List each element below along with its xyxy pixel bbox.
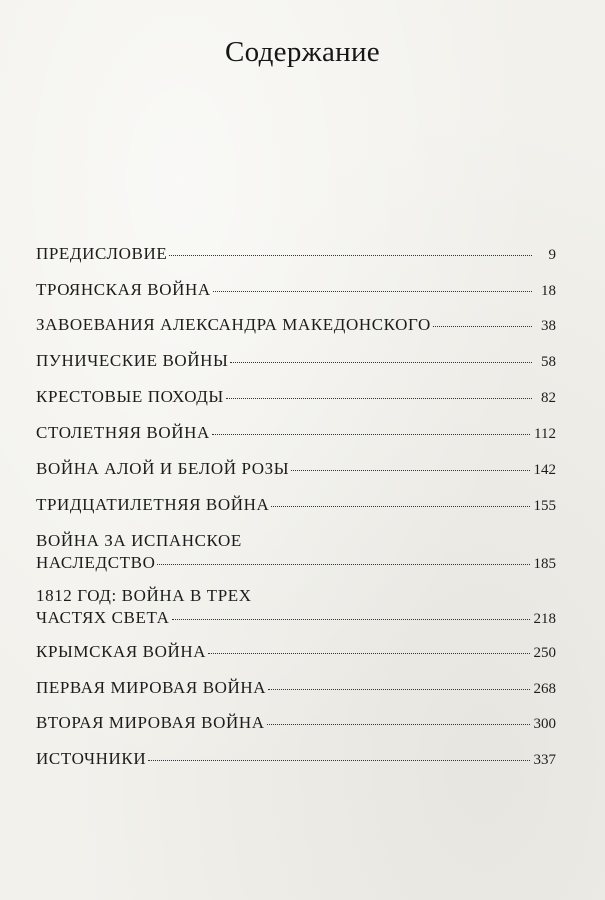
toc-page-number: 58 xyxy=(541,354,556,370)
toc-page-number: 337 xyxy=(533,752,556,768)
toc-entry xyxy=(36,243,556,265)
toc-entry xyxy=(36,350,556,372)
dot-leader xyxy=(212,433,530,435)
toc-entry-row xyxy=(36,314,556,336)
dot-leader xyxy=(433,325,532,327)
dot-leader xyxy=(267,723,530,725)
toc-entry-title: СТОЛЕТНЯЯ ВОЙНА xyxy=(36,423,210,442)
toc-entry xyxy=(36,585,556,629)
dot-leader xyxy=(291,469,529,471)
toc-entry xyxy=(36,458,556,480)
toc-page-number: 185 xyxy=(533,556,556,572)
toc-page-number: 250 xyxy=(533,645,556,661)
toc-entry xyxy=(36,641,556,663)
toc-entry-title: ПЕРВАЯ МИРОВАЯ ВОЙНА xyxy=(36,678,267,697)
toc-entry xyxy=(36,314,556,336)
toc-entry xyxy=(36,677,556,699)
toc-entry-row xyxy=(36,243,556,265)
toc-page-number: 38 xyxy=(541,318,556,334)
toc-entry xyxy=(36,279,556,301)
toc-entry-row xyxy=(36,641,556,663)
toc-page-number: 142 xyxy=(533,462,556,478)
dot-leader xyxy=(157,563,529,565)
toc-entry-row xyxy=(36,712,556,734)
toc-entry-row xyxy=(36,607,556,629)
toc-page-number: 18 xyxy=(541,283,556,299)
toc-entry-row xyxy=(36,552,556,574)
toc-entry-row xyxy=(36,422,556,444)
dot-leader xyxy=(268,688,529,690)
toc-entry-title: ЧАСТЯХ СВЕТА xyxy=(36,608,170,627)
toc-entry-row xyxy=(36,350,556,372)
toc-entry xyxy=(36,494,556,516)
toc-entry-title: КРЕСТОВЫЕ ПОХОДЫ xyxy=(36,387,224,406)
dot-leader xyxy=(226,397,532,399)
toc-page-number: 155 xyxy=(533,498,556,514)
page-title: Содержание xyxy=(225,36,380,68)
toc-entry xyxy=(36,712,556,734)
toc-entry xyxy=(36,422,556,444)
dot-leader xyxy=(172,618,530,620)
toc-entry-title: ТРОЯНСКАЯ ВОЙНА xyxy=(36,280,211,299)
toc-entry-title: НАСЛЕДСТВО xyxy=(36,553,156,572)
toc-entry-row xyxy=(36,494,556,516)
toc-page-number: 9 xyxy=(548,247,556,263)
toc-entry-title: ТРИДЦАТИЛЕТНЯЯ ВОЙНА xyxy=(36,495,270,514)
toc-page-number: 300 xyxy=(533,716,556,732)
toc-entry-row xyxy=(36,748,556,770)
toc-entry-title: ВТОРАЯ МИРОВАЯ ВОЙНА xyxy=(36,713,265,732)
toc-entry-title: ВОЙНА АЛОЙ И БЕЛОЙ РОЗЫ xyxy=(36,459,290,478)
toc-entry-title: ПУНИЧЕСКИЕ ВОЙНЫ xyxy=(36,351,229,370)
dot-leader xyxy=(169,254,532,256)
toc-entry-row xyxy=(36,677,556,699)
dot-leader xyxy=(230,361,532,363)
toc-entry-title: ПРЕДИСЛОВИЕ xyxy=(36,244,168,263)
dot-leader xyxy=(208,652,529,654)
toc-entry-title: ИСТОЧНИКИ xyxy=(36,749,147,768)
toc-entry-row xyxy=(36,458,556,480)
dot-leader xyxy=(148,759,529,761)
toc-entry-title: КРЫМСКАЯ ВОЙНА xyxy=(36,642,207,661)
toc-page-number: 112 xyxy=(534,426,556,442)
toc-page-number: 82 xyxy=(541,390,556,406)
toc-entry xyxy=(36,386,556,408)
toc-entry-row xyxy=(36,279,556,301)
toc-entry-row xyxy=(36,386,556,408)
toc-entry-title: ЗАВОЕВАНИЯ АЛЕКСАНДРА МАКЕДОНСКОГО xyxy=(36,315,431,334)
toc-entry-title: ВОЙНА ЗА ИСПАНСКОЕ xyxy=(36,531,242,550)
toc-entry xyxy=(36,748,556,770)
toc-entry xyxy=(36,530,556,574)
dot-leader xyxy=(213,290,532,292)
dot-leader xyxy=(271,505,529,507)
toc-entry-title: 1812 ГОД: ВОЙНА В ТРЕХ xyxy=(36,586,252,605)
toc-page-number: 268 xyxy=(533,681,556,697)
toc-page-number: 218 xyxy=(533,611,556,627)
